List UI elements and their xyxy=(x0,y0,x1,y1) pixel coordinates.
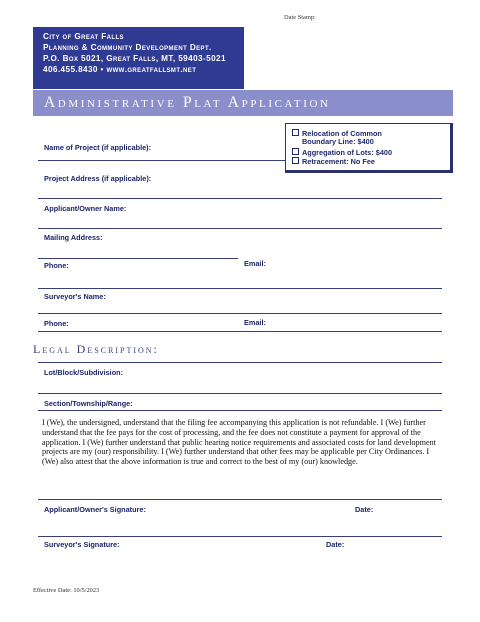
header-contact: 406.455.8430 • www.greatfallsmt.net xyxy=(43,65,197,74)
surveyor-email-label: Email: xyxy=(244,318,266,327)
project-address-field[interactable] xyxy=(38,198,442,199)
checkbox-icon[interactable] xyxy=(292,148,299,155)
project-name-label: Name of Project (if applicable): xyxy=(44,143,152,152)
fee-option-aggregation[interactable]: Aggregation of Lots: $400 xyxy=(292,148,392,158)
mailing-address-field[interactable] xyxy=(38,258,238,259)
lot-block-field[interactable] xyxy=(38,393,442,394)
owner-signature-field[interactable] xyxy=(38,536,442,537)
effective-date: Effective Date: 10/5/2023 xyxy=(33,587,100,594)
lot-block-label: Lot/Block/Subdivision: xyxy=(44,368,124,377)
surveyor-phone-label: Phone: xyxy=(44,319,69,328)
acknowledgement-statement: I (We), the undersigned, understand that the filing fee accompanying this application is not refundable. I (We) further understand that the fee pays for the cost of processing, and the fee does not constitute a payment for approval of the application. I (We) further understand that public hearing notice requirements and associated costs for land development projects are my (our) responsibility. I (We) further understand that other fees may be applicable per City Ordinances. I (We) also attest that the above information is true and correct to the best of my (our) knowledge. xyxy=(42,418,437,467)
legal-top-rule xyxy=(38,362,442,363)
project-address-label: Project Address (if applicable): xyxy=(44,174,152,183)
date-stamp-label: Date Stamp: xyxy=(284,14,316,21)
phone-email-field[interactable] xyxy=(38,288,442,289)
section-township-field[interactable] xyxy=(38,410,442,411)
department-header xyxy=(33,27,244,89)
header-city: City of Great Falls xyxy=(43,32,124,41)
phone-label: Phone: xyxy=(44,261,69,270)
fee-option-relocation-price: Boundary Line: $400 xyxy=(302,137,374,146)
applicant-name-label: Applicant/Owner Name: xyxy=(44,204,127,213)
page-title: Administrative Plat Application xyxy=(44,94,331,111)
signature-top-rule xyxy=(38,499,442,500)
checkbox-icon[interactable] xyxy=(292,129,299,136)
surveyor-name-field[interactable] xyxy=(38,313,442,314)
surveyor-name-label: Surveyor's Name: xyxy=(44,292,106,301)
surveyor-signature-label: Surveyor's Signature: xyxy=(44,540,120,549)
applicant-name-field[interactable] xyxy=(38,228,442,229)
section-township-label: Section/Township/Range: xyxy=(44,399,133,408)
owner-signature-label: Applicant/Owner's Signature: xyxy=(44,505,146,514)
fee-option-retracement[interactable]: Retracement: No Fee xyxy=(292,157,375,167)
email-label: Email: xyxy=(244,259,266,268)
fee-option-relocation[interactable]: Relocation of Common xyxy=(292,129,382,139)
owner-date-label: Date: xyxy=(355,505,374,514)
header-address: P.O. Box 5021, Great Falls, MT, 59403-5021 xyxy=(43,54,226,63)
legal-description-heading: Legal Description: xyxy=(33,342,159,356)
surveyor-contact-field[interactable] xyxy=(38,331,442,332)
header-department: Planning & Community Development Dept. xyxy=(43,43,212,52)
checkbox-icon[interactable] xyxy=(292,157,299,164)
mailing-address-label: Mailing Address: xyxy=(44,233,103,242)
title-band xyxy=(33,90,453,116)
project-name-field[interactable] xyxy=(38,160,286,161)
surveyor-date-label: Date: xyxy=(326,540,345,549)
fee-options-box xyxy=(285,123,453,173)
